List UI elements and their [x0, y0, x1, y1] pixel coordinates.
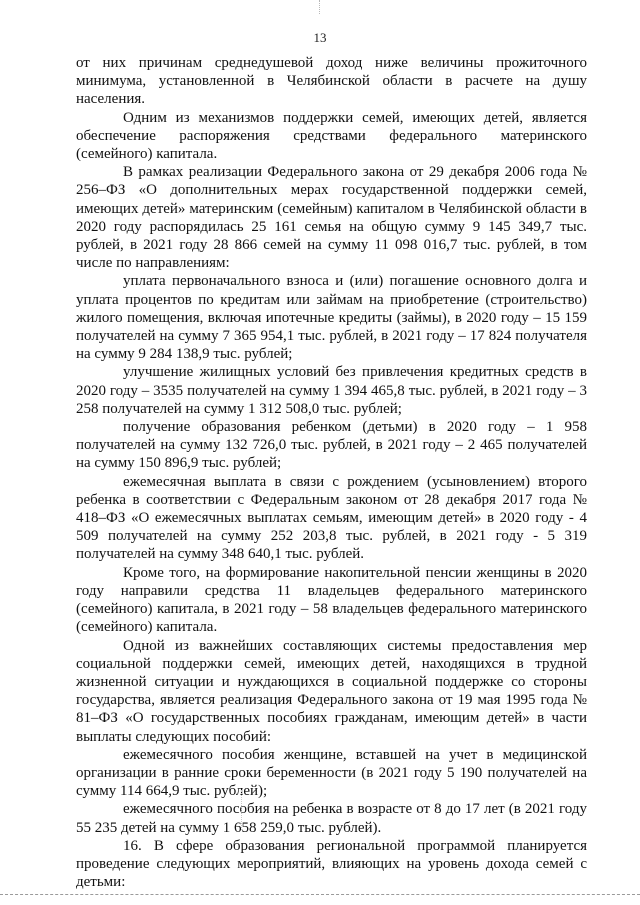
paragraph-federal-law-256: В рамках реализации Федерального закона от 29 декабря 2006 года № 256–ФЗ «О дополнительных мерах государственной поддержки семей, имеющих детей» материнским (семейным) капиталом в Челябинской области в 2020 году распорядилась 25 161 семья на общую сумму 9 145 349,7 тыс. рублей, в 2021 году 28 866 семей на сумму 11 098 016,7 тыс. рублей, в том числе по направлениям:: [76, 164, 587, 272]
paragraph-education-direction: получение образования ребенком (детьми) в 2020 году – 1 958 получателей на сумму 132 726,0 тыс. рублей, в 2021 году – 2 465 получателей на сумму 150 896,9 тыс. рублей;: [76, 419, 587, 472]
paragraph-social-support-law-81: Одной из важнейших составляющих системы предоставления мер социальной поддержки семей, имеющих детей, находящихся в трудной жизненной ситуации и нуждающихся в социальной поддержке со стороны государства, является реализация Федерального закона от 19 мая 1995 года № 81–ФЗ «О государственных пособиях гражданам, имеющим детей» в части выплаты следующих пособий:: [76, 637, 587, 745]
bottom-edge-line: [0, 894, 640, 895]
paragraph-monthly-payment: ежемесячная выплата в связи с рождением (усыновлением) второго ребенка в соответствии с Федеральным законом от 28 декабря 2017 года № 418–ФЗ «О ежемесячных выплатах семьям, имеющим детей» в 2020 году - 4 509 получателей на сумму 252 203,8 тыс. рублей, в 2021 году - 5 319 получателей на сумму 348 640,1 тыс. рублей.: [76, 473, 587, 563]
paragraph-pregnancy-allowance: ежемесячного пособия женщине, вставшей на учет в медицинской организации в ранние сроки беременности (в 2021 году 5 190 получателей на сумму 114 664,9 тыс. рублей);: [76, 746, 587, 800]
paragraph-pension-formation: Кроме того, на формирование накопительной пенсии женщины в 2020 году направили средства 11 владельцев федерального материнского (семейного) капитала, в 2021 году – 58 владельцев федерального материнского (семейного) капитала.: [76, 564, 587, 636]
paragraph-maternity-capital-intro: Одним из механизмов поддержки семей, имеющих детей, является обеспечение распоряжения средствами федерального материнского (семейного) капитала.: [76, 109, 587, 163]
paragraph-housing-improvement: улучшение жилищных условий без привлечения кредитных средств в 2020 году – 3535 получателей на сумму 1 394 465,8 тыс. рублей, в 2021 году – 3 258 получателей на сумму 1 312 508,0 тыс. рублей;: [76, 364, 587, 417]
scan-artifact-top: [319, 0, 321, 14]
paragraph-child-allowance: ежемесячного пособия на ребенка в возрасте от 8 до 17 лет (в 2021 году 55 235 детей на сумму 1 658 259,0 тыс. рублей).: [76, 801, 587, 836]
scan-artifact-middle: [241, 790, 243, 830]
paragraph-continuation: от них причинам среднедушевой доход ниже величины прожиточного минимума, установленной в Челябинской области в расчете на душу населения.: [76, 55, 587, 108]
document-body: [76, 54, 587, 891]
paragraph-mortgage-direction: уплата первоначального взноса и (или) погашение основного долга и уплата процентов по кредитам или займам на приобретение (строительство) жилого помещения, включая ипотечные кредиты (займы), в 2020 году – 15 159 получателей на сумму 7 365 954,1 тыс. рублей, в 2021 году – 17 824 получателя на сумму 9 284 138,9 тыс. рублей;: [76, 273, 587, 363]
paragraph-section-16: 16. В сфере образования региональной программой планируется проведение следующих мероприятий, влияющих на уровень дохода семей с детьми:: [76, 837, 587, 891]
page-number: 13: [313, 30, 327, 45]
